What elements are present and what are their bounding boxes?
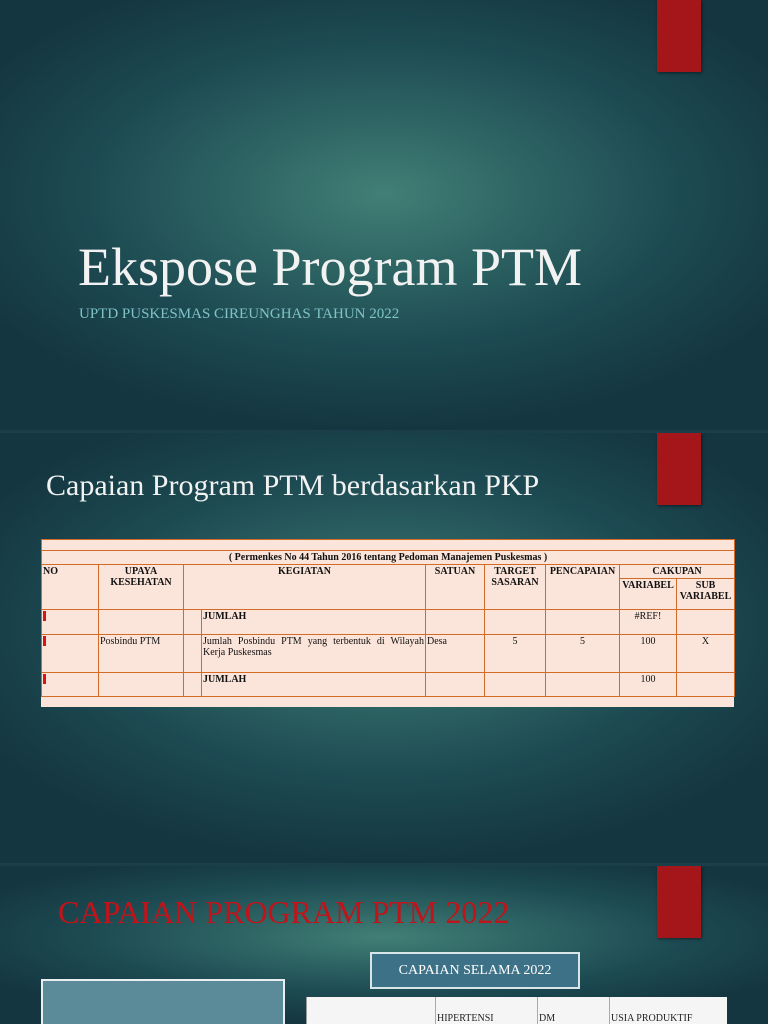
- cell-variabel: #REF!: [620, 610, 677, 635]
- slide-title: Capaian Program PTM berdasarkan PKP: [46, 469, 540, 502]
- header-pencapaian: PENCAPAIAN: [546, 565, 620, 610]
- cell-no: [42, 673, 99, 697]
- cell-pencapaian: [546, 610, 620, 635]
- column-divider: [609, 997, 610, 1024]
- pkp-table-container: [41, 539, 734, 707]
- cell-upaya: Posbindu PTM: [99, 635, 184, 673]
- column-divider: [435, 997, 436, 1024]
- column-divider: [537, 997, 538, 1024]
- accent-bar: [657, 433, 701, 505]
- header-hipertensi: HIPERTENSI: [437, 1013, 494, 1024]
- slide-subtitle: UPTD PUSKESMAS CIREUNGHAS TAHUN 2022: [79, 306, 400, 322]
- cell-sub-variabel: [677, 673, 735, 697]
- slide-title: CAPAIAN PROGRAM PTM 2022: [58, 894, 510, 930]
- cell-satuan: [426, 610, 485, 635]
- header-variabel: VARIABEL: [620, 579, 677, 610]
- cell-target: [485, 610, 546, 635]
- table-caption-row: [42, 551, 735, 565]
- accent-bar: [657, 0, 701, 72]
- cell-pencapaian: 5: [546, 635, 620, 673]
- row-marker: [43, 674, 46, 684]
- table-row: [42, 673, 735, 697]
- cell-variabel: 100: [620, 635, 677, 673]
- pkp-slide: [0, 433, 768, 863]
- cell-target: 5: [485, 635, 546, 673]
- header-dm: DM: [539, 1013, 556, 1024]
- cell-satuan: [426, 673, 485, 697]
- cell-pencapaian: [546, 673, 620, 697]
- pkp-table: [41, 539, 735, 697]
- capaian-selama-button[interactable]: CAPAIAN SELAMA 2022: [370, 952, 580, 989]
- cell-no: [42, 635, 99, 673]
- cell-spacer: [184, 635, 202, 673]
- header-target: TARGET SASARAN: [485, 565, 546, 610]
- capaian-table: [306, 997, 727, 1024]
- table-caption: ( Permenkes No 44 Tahun 2016 tentang Pedoman Manajemen Puskesmas ): [42, 551, 735, 565]
- cell-satuan: Desa: [426, 635, 485, 673]
- cell-no: [42, 610, 99, 635]
- slide-title: Ekspose Program PTM: [78, 237, 582, 297]
- header-upaya: UPAYA KESEHATAN: [99, 565, 184, 610]
- table-spacer-row: [42, 540, 735, 551]
- cell-kegiatan: JUMLAH: [202, 673, 426, 697]
- cell-sub-variabel: [677, 610, 735, 635]
- capaian-slide: [0, 866, 768, 1024]
- row-marker: [43, 611, 46, 621]
- cell-spacer: [184, 610, 202, 635]
- header-no: NO: [42, 565, 99, 610]
- cell-kegiatan: Jumlah Posbindu PTM yang terbentuk di Wilayah Kerja Puskesmas: [202, 635, 426, 673]
- cell-kegiatan: JUMLAH: [202, 610, 426, 635]
- title-slide: [0, 0, 768, 430]
- header-cakupan: CAKUPAN: [620, 565, 735, 579]
- cell-variabel: 100: [620, 673, 677, 697]
- accent-bar: [657, 866, 701, 938]
- table-row: [42, 635, 735, 673]
- cell-spacer: [184, 673, 202, 697]
- cell-upaya: [99, 673, 184, 697]
- table-row: [42, 610, 735, 635]
- left-panel: [41, 979, 285, 1024]
- header-usia-produktif: USIA PRODUKTIF: [611, 1013, 693, 1024]
- row-marker: [43, 636, 46, 646]
- header-satuan: SATUAN: [426, 565, 485, 610]
- cell-upaya: [99, 610, 184, 635]
- header-sub-variabel: SUB VARIABEL: [677, 579, 735, 610]
- cell-sub-variabel: X: [677, 635, 735, 673]
- table-header-row: [42, 565, 735, 579]
- cell-target: [485, 673, 546, 697]
- header-kegiatan: KEGIATAN: [184, 565, 426, 610]
